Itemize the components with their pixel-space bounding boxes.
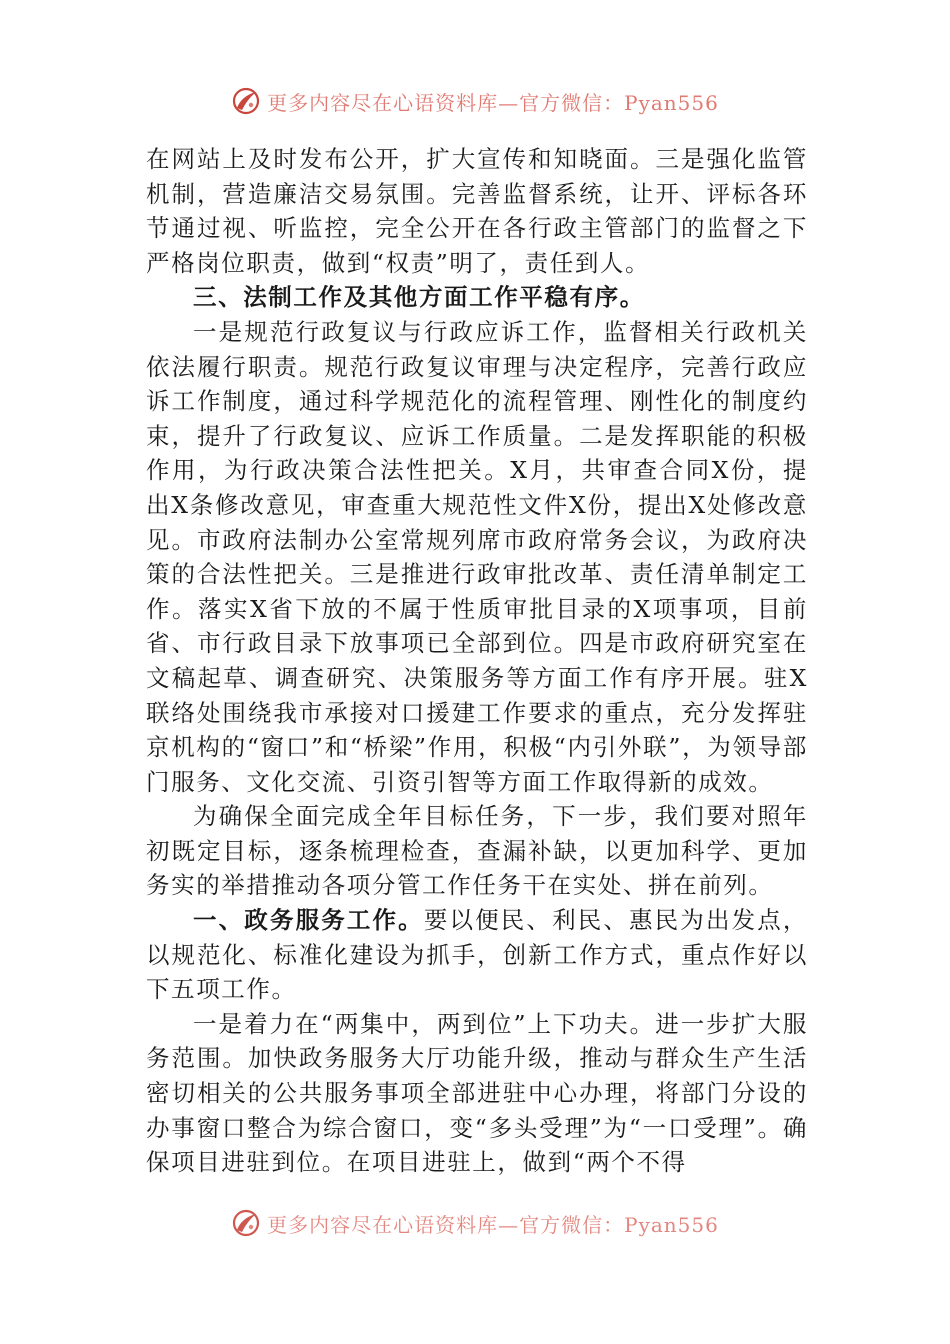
- brush-logo-icon: [231, 1208, 261, 1238]
- paragraph-transparency: 在网站上及时发布公开，扩大宣传和知晓面。三是强化监管机制，营造廉洁交易氛围。完善监督系统，让开、评标各环节通过视、听监控，完全公开在各行政主管部门的监督之下严格岗位职责，做到“权责”明了，责任到人。: [146, 145, 808, 277]
- watermark-text: 更多内容尽在心语资料库—官方微信：Pyan556: [267, 1212, 719, 1237]
- watermark-text: 更多内容尽在心语资料库—官方微信：Pyan556: [267, 90, 719, 115]
- section-heading-government-services: 一、政务服务工作。: [193, 906, 424, 935]
- section-heading-legal-work: 三、法制工作及其他方面工作平稳有序。: [193, 283, 645, 312]
- paragraph-government-services-text: 要以便民、利民、惠民为出发点，以规范化、标准化建设为抓手，创新工作方式，重点作好以下五项工作。: [146, 906, 808, 1004]
- brush-logo-icon: [231, 86, 261, 116]
- document-body: [146, 142, 808, 1180]
- paragraph-two-concentrations: 一是着力在“两集中，两到位”上下功夫。进一步扩大服务范围。加快政务服务大厅功能升级，推动与群众生产生活密切相关的公共服务事项全部进驻中心办理，将部门分设的办事窗口整合为综合窗口，变“多头受理”为“一口受理”。确保项目进驻到位。在项目进驻上，做到“两个不得: [146, 1009, 808, 1177]
- paragraph-government-services: [146, 903, 808, 1007]
- paragraph-legal-work: 一是规范行政复议与行政应诉工作，监督相关行政机关依法履行职责。规范行政复议审理与决定程序，完善行政应诉工作制度，通过科学规范化的流程管理、刚性化的制度约束，提升了行政复议、应诉工作质量。二是发挥职能的积极作用，为行政决策合法性把关。X月，共审查合同X份，提出X条修改意见，审查重大规范性文件X份，提出X处修改意见。市政府法制办公室常规列席市政府常务会议，为政府决策的合法性把关。三是推进行政审批改革、责任清单制定工作。落实X省下放的不属于性质审批目录的X项事项，目前省、市行政目录下放事项已全部到位。四是市政府研究室在文稿起草、调查研究、决策服务等方面工作有序开展。驻X联络处围绕我市承接对口援建工作要求的重点，充分发挥驻京机构的“窗口”和“桥梁”作用，积极“内引外联”，为领导部门服务、文化交流、引资引智等方面工作取得新的成效。: [146, 317, 808, 796]
- watermark-header: [0, 86, 950, 116]
- paragraph-next-steps: 为确保全面完成全年目标任务，下一步，我们要对照年初既定目标，逐条梳理检查，查漏补缺，以更加科学、更加务实的举措推动各项分管工作任务干在实处、拼在前列。: [146, 802, 808, 900]
- watermark-footer: [0, 1208, 950, 1238]
